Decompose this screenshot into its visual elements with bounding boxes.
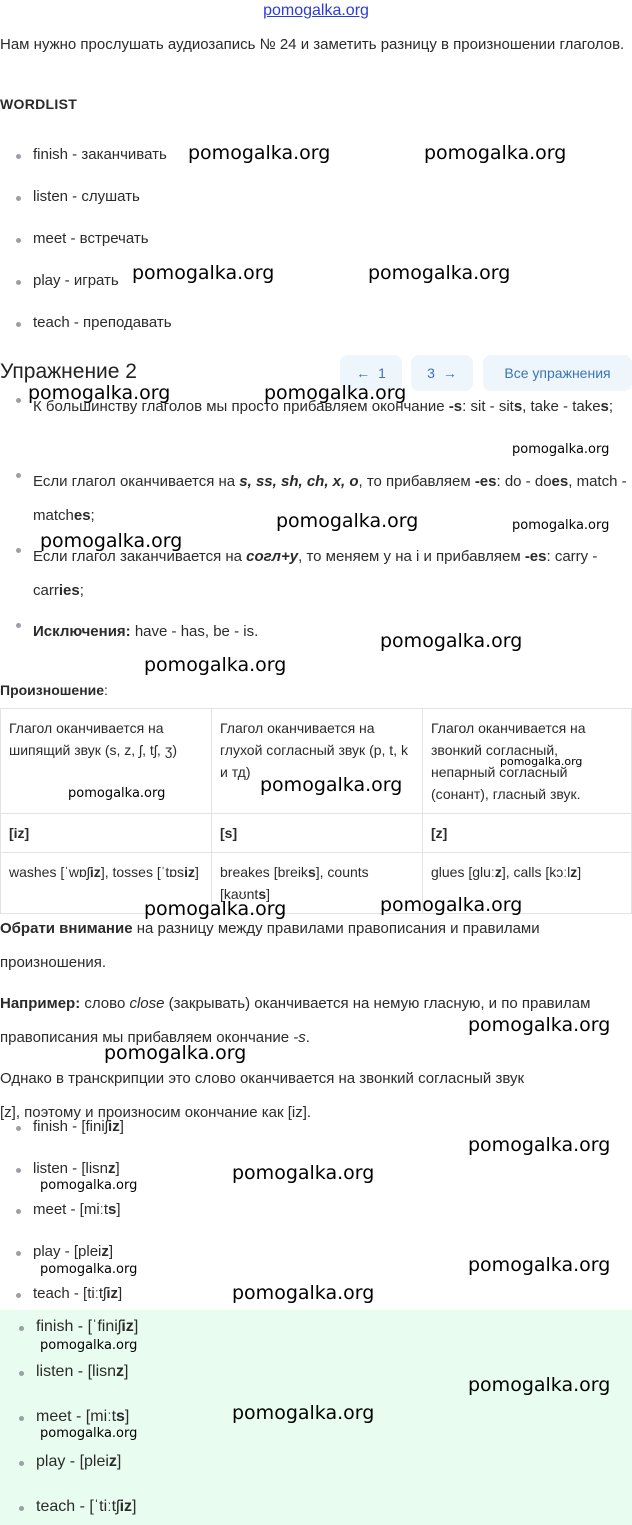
list-item: finish - заканчивать [33, 146, 167, 163]
rule-text: , take - take [522, 398, 601, 415]
arrow-right-icon: → [442, 365, 457, 381]
intro-text: Нам нужно прослушать аудиозапись № 24 и заметить разницу в произношении глаголов. [0, 36, 625, 53]
watermark: pomogalka.org [232, 1282, 375, 1304]
watermark: pomogalka.org [40, 1262, 138, 1277]
watermark: pomogalka.org [40, 1178, 138, 1193]
rule-ending: es [551, 473, 569, 490]
table-cell: [z] [423, 814, 632, 853]
prev-exercise-label: 1 [378, 365, 386, 381]
pronunciation-table [0, 708, 632, 914]
watermark: pomogalka.org [104, 1042, 247, 1064]
watermark: pomogalka.org [468, 1134, 611, 1156]
site-link[interactable]: pomogalka.org [263, 2, 369, 19]
example-paragraph: Например: слово close (закрывать) оканчивается на немую гласную, и по правилам правописания мы прибавляем окончание -s. [0, 995, 591, 1046]
watermark: pomogalka.org [260, 774, 403, 796]
table-cell: glues [gluːz], calls [kɔːlz] [423, 853, 632, 914]
rule-text: ; [90, 507, 95, 524]
rule-ending: -es [474, 473, 497, 490]
watermark: pomogalka.org [232, 1402, 375, 1424]
list-item: listen - [lisnz] [33, 1160, 120, 1177]
watermark: pomogalka.org [40, 1338, 138, 1353]
watermark: pomogalka.org [500, 755, 583, 768]
list-item: teach - [ˈtiːtʃiz] [36, 1498, 137, 1515]
list-item: play - [pleiz] [36, 1453, 122, 1470]
list-item: meet - встречать [33, 230, 149, 247]
rule-ending: s [600, 398, 609, 415]
watermark: pomogalka.org [468, 1014, 611, 1036]
all-exercises-button[interactable] [483, 355, 632, 391]
watermark: pomogalka.org [28, 382, 171, 404]
watermark: pomogalka.org [368, 262, 511, 284]
rule-ending: s [513, 398, 523, 415]
table-cell: Глагол оканчивается на звонкий согласный, непарный согласный (сонант), гласный звук. [423, 709, 632, 814]
table-row [1, 853, 632, 914]
watermark: pomogalka.org [188, 142, 331, 164]
rule-text: Если глагол оканчивается на [33, 473, 240, 490]
list-item: listen - [lisnz] [36, 1363, 129, 1380]
rule-text: , match - match [33, 473, 627, 524]
table-cell: [s] [212, 814, 423, 853]
list-item: listen - слушать [33, 188, 140, 205]
table-cell: [iz] [1, 814, 212, 853]
list-item: play - играть [33, 272, 119, 289]
rule-text: К большинству глаголов мы просто прибавляем окончание [33, 398, 449, 415]
watermark: pomogalka.org [380, 630, 523, 652]
rule-ending: -s [448, 398, 463, 415]
rule-text: Если глагол заканчивается на [33, 548, 247, 565]
list-item: meet - [miːts] [33, 1201, 121, 1218]
next-exercise-button[interactable] [411, 355, 473, 391]
rule-text: have - has, be - is. [130, 623, 259, 640]
watermark: pomogalka.org [264, 382, 407, 404]
rule-letters: согл+y [246, 548, 299, 565]
table-cell: washes [ˈwɒʃiz], tosses [ˈtɒsiz] [1, 853, 212, 914]
transcription-paragraph: Однако в транскрипции это слово оканчивается на звонкий согласный звук [z], поэтому и произносим окончание как [iz]. [0, 1070, 525, 1121]
rule-ending: -es [524, 548, 547, 565]
rule-ending: es [73, 507, 91, 524]
watermark: pomogalka.org [276, 510, 419, 532]
rule-ending: ies [58, 582, 80, 599]
note-paragraph: Обрати внимание на разницу между правилами правописания и правилами произношения. [0, 920, 540, 971]
watermark: pomogalka.org [144, 898, 287, 920]
rule-text: ; [608, 398, 614, 415]
watermark: pomogalka.org [144, 654, 287, 676]
list-item: play - [pleiz] [33, 1243, 114, 1260]
watermark: pomogalka.org [40, 1426, 138, 1441]
watermark: pomogalka.org [40, 530, 183, 552]
rule-text: ; [79, 582, 84, 599]
rule-text: , то меняем y на i и прибавляем [298, 548, 525, 565]
watermark: pomogalka.org [232, 1162, 375, 1184]
arrow-left-icon: ← [356, 365, 371, 381]
table-cell: Глагол оканчивается на шипящий звук (s, z, ʃ, tʃ, ʒ) [1, 709, 212, 814]
pronunciation-label: Произношение: [0, 682, 108, 698]
table-cell: Глагол оканчивается на глухой согласный звук (p, t, k и тд) [212, 709, 423, 814]
watermark: pomogalka.org [132, 262, 275, 284]
watermark: pomogalka.org [424, 142, 567, 164]
rule-text: : do - do [496, 473, 552, 490]
table-row [1, 814, 632, 853]
rule-letters: s, ss, sh, ch, x, o [239, 473, 359, 490]
rule-text: : carry - carr [33, 548, 598, 599]
list-item: finish - [ˈfiniʃiz] [36, 1318, 139, 1335]
table-cell: breakes [breiks], counts [kaʊnts] [212, 853, 423, 914]
list-item: teach - преподавать [33, 314, 172, 331]
watermark: pomogalka.org [512, 442, 610, 457]
all-exercises-label: Все упражнения [504, 365, 611, 381]
rule-exceptions-label: Исключения: [33, 623, 131, 640]
rule-text: , то прибавляем [358, 473, 475, 490]
rule-text: : sit - sit [462, 398, 514, 415]
list-item: finish - [finiʃiz] [33, 1118, 124, 1135]
exercise-title: Упражнение 2 [0, 360, 137, 383]
watermark: pomogalka.org [380, 894, 523, 916]
list-item: teach - [tiːtʃiz] [33, 1285, 123, 1302]
wordlist-title: WORDLIST [0, 96, 78, 112]
watermark: pomogalka.org [468, 1374, 611, 1396]
next-exercise-label: 3 [427, 365, 435, 381]
rule-item [33, 615, 628, 649]
watermark: pomogalka.org [68, 786, 166, 801]
watermark: pomogalka.org [468, 1254, 611, 1276]
watermark: pomogalka.org [512, 518, 610, 533]
list-item: meet - [miːts] [36, 1408, 130, 1425]
